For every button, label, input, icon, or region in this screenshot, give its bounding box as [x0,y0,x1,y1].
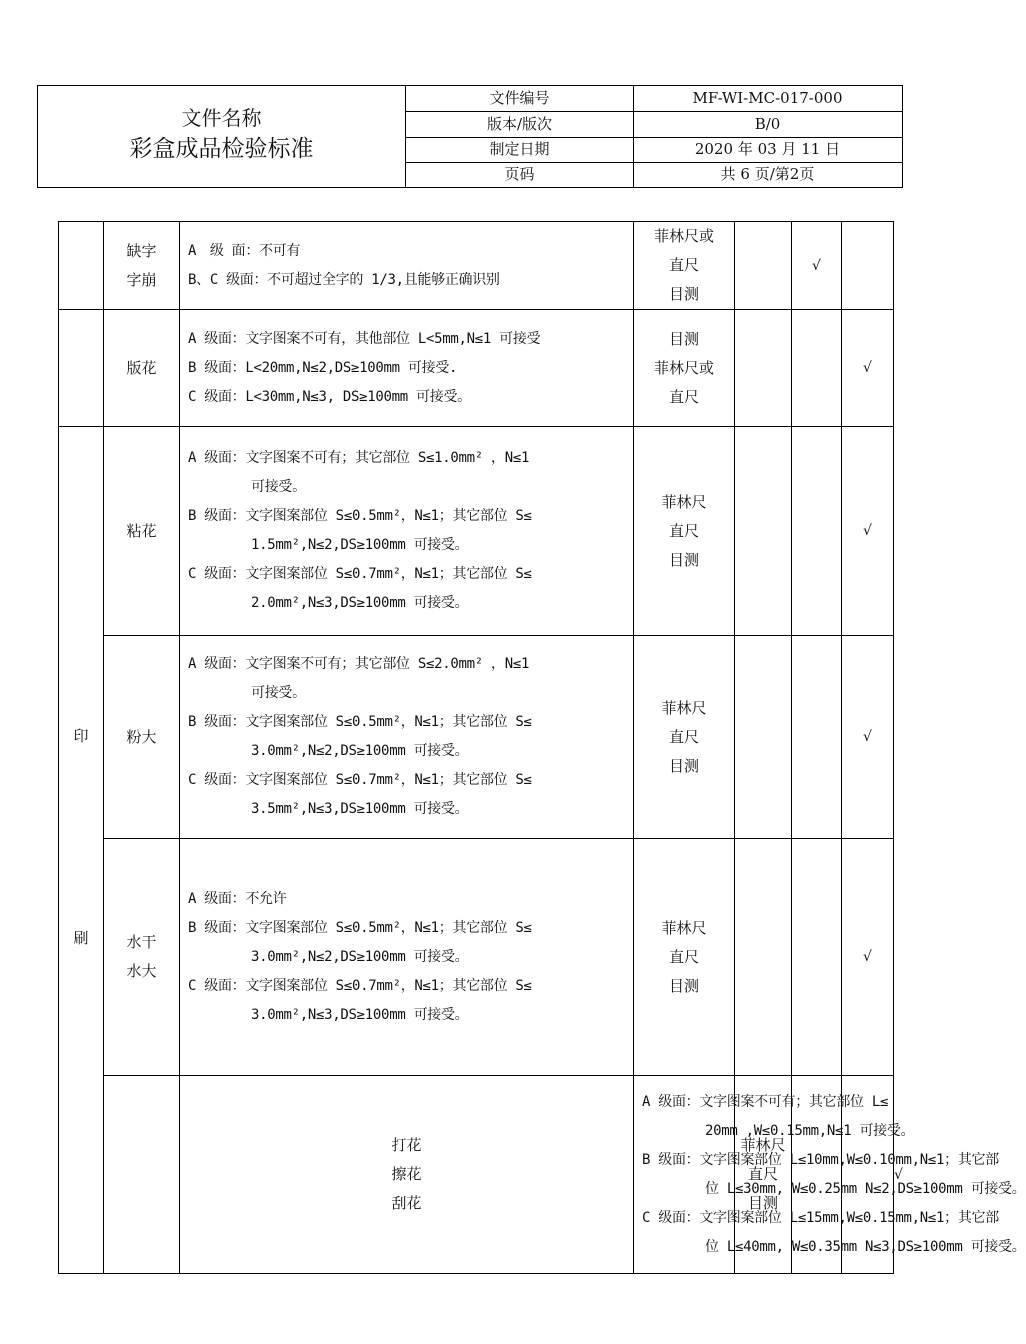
tools-cell [634,636,735,839]
criteria-line: 可接受。 [251,685,306,701]
document-header [37,85,903,188]
criteria-line: A 级 面：不可有 [188,242,301,259]
grade-cell-1 [735,839,792,1076]
tool-line: 直尺 [668,521,699,540]
tool-line: 菲林尺 [661,492,707,511]
category-cell-blank [59,310,104,427]
header-key: 版本/版次 [406,112,634,137]
tools-cell [634,427,735,636]
tool-line: 目测 [668,550,699,569]
defect-item-line: 擦花 [391,1165,422,1183]
grade-cell-1 [735,636,792,839]
defect-item-line: 粘花 [126,521,157,540]
criteria-line: B 级面：文字图案部位 S≤0.5mm²，N≤1；其它部位 S≤ [188,714,532,730]
criteria-line: 20mm ,W≤0.15mm,N≤1 可接受。 [705,1122,915,1139]
category-cell-blank [59,222,104,310]
inspection-table [58,221,1026,1274]
criteria-cell [180,310,634,427]
criteria-line: B 级面：文字图案部位 L≤10mm,W≤0.10mm,N≤1；其它部 [642,1151,999,1168]
table-row [59,839,894,1076]
category-cell-printing [59,427,104,1274]
criteria-line: A 级面：文字图案不可有；其它部位 L≤ [642,1093,889,1110]
criteria-line: 位 L≤40mm, W≤0.35mm N≤3,DS≥100mm 可接受。 [705,1238,1026,1255]
criteria-line: B、C 级面：不可超过全字的 1/3,且能够正确识别 [188,271,500,288]
header-key: 页码 [406,162,634,187]
criteria-line: C 级面：L<30mm,N≤3, DS≥100mm 可接受。 [188,388,471,405]
criteria-line: C 级面：文字图案部位 S≤0.7mm²，N≤1；其它部位 S≤ [188,977,532,994]
tools-cell [634,222,735,310]
grade-cell-1 [735,427,792,636]
check-mark: √ [842,310,894,427]
defect-item [104,636,180,839]
header-key: 制定日期 [406,137,634,162]
defect-item-line: 字崩 [126,270,157,289]
defect-item [104,222,180,310]
table-row [59,427,894,636]
tool-line: 直尺 [668,256,699,274]
tools-cell [634,310,735,427]
criteria-line: A 级面：文字图案不可有，其他部位 L<5mm,N≤1 可接受 [188,330,541,347]
criteria-line: 3.0mm²,N≤2,DS≥100mm 可接受。 [251,948,469,965]
tool-line: 直尺 [747,1165,778,1183]
criteria-line: A 级面：不允许 [188,890,287,907]
defect-item [104,427,180,636]
defect-item [180,1076,634,1274]
check-mark: √ [842,839,894,1076]
grade-cell-2 [792,839,842,1076]
tool-line: 菲林尺 [661,918,707,937]
defect-item-line: 水大 [126,962,157,980]
tool-line: 直尺 [668,387,699,406]
criteria-line: 位 L≤30mm, W≤0.25mm N≤2,DS≥100mm 可接受。 [705,1180,1026,1197]
defect-item [104,310,180,427]
check-mark: √ [842,636,894,839]
table-row [59,636,894,839]
tool-line: 菲林尺或 [653,227,714,245]
header-info-grid [406,86,902,187]
header-row-version [406,112,902,138]
tool-line: 目测 [668,285,699,303]
criteria-line: 3.0mm²,N≤2,DS≥100mm 可接受。 [251,743,469,759]
criteria-line: 3.0mm²,N≤3,DS≥100mm 可接受。 [251,1006,469,1023]
criteria-cell [180,427,634,636]
header-row-file-number [406,86,902,112]
tool-line: 菲林尺 [661,698,707,717]
criteria-line: A 级面：文字图案不可有；其它部位 S≤2.0mm² ，N≤1 [188,656,530,672]
criteria-cell [180,636,634,839]
header-row-page [406,162,902,187]
defect-item-line: 水干 [126,933,157,951]
category-char: 刷 [73,929,89,947]
table-row: 打花 擦花 刮花 A 级面：文字图案不可有；其它部位 L≤ 20mm ,W≤0.15mm,N≤1 可接受。 B 级面：文字图案部位 L≤10mm,W≤0.10mm,N≤1；其它部 位 L≤30mm, W≤0.25mm N≤2,DS≥100mm 可接受。 C 级面：文字图案部位 L≤15mm,W≤0.15mm,N≤1；其它部 位 L≤40mm, W≤0.35mm N≤3,DS≥100mm 可接受。 菲林尺 直尺 目测 √ [59,1076,894,1274]
table-row [59,310,894,427]
grade-cell-3 [842,222,894,310]
criteria-cell [180,222,634,310]
header-value: 2020 年 03 月 11 日 [694,140,841,158]
tool-line: 目测 [747,1194,778,1212]
criteria-line: B 级面：L<20mm,N≤2,DS≥100mm 可接受. [188,359,458,376]
header-key: 文件编号 [406,86,634,111]
header-value: MF-WI-MC-017-000 [692,89,843,107]
header-value: 共 6 页/第2页 [720,165,815,183]
grade-cell-2 [792,427,842,636]
criteria-line: A 级面：文字图案不可有；其它部位 S≤1.0mm² ，N≤1 [188,450,530,466]
defect-item-line: 缺字 [126,241,157,260]
criteria-line: C 级面：文字图案部位 L≤15mm,W≤0.15mm,N≤1；其它部 [642,1209,999,1226]
criteria-line: 1.5mm²,N≤2,DS≥100mm 可接受。 [251,537,469,553]
defect-item [104,839,180,1076]
criteria-line: 可接受。 [251,479,306,495]
grade-cell-1 [735,310,792,427]
grade-cell-2 [792,310,842,427]
criteria-line: 3.5mm²,N≤3,DS≥100mm 可接受。 [251,801,469,817]
tool-line: 直尺 [668,947,699,966]
header-value: B/0 [754,115,781,133]
check-mark: √ [792,222,842,310]
criteria-line: B 级面：文字图案部位 S≤0.5mm²，N≤1；其它部位 S≤ [188,508,532,524]
tool-line: 目测 [668,329,699,348]
category-char: 印 [73,727,89,745]
tool-line: 目测 [668,756,699,775]
check-mark: √ [842,427,894,636]
category-cell-blank [104,1076,180,1274]
defect-item-line: 粉大 [126,727,157,746]
header-row-date [406,137,902,163]
grade-cell-2 [792,636,842,839]
criteria-line: C 级面：文字图案部位 S≤0.7mm²，N≤1；其它部位 S≤ [188,566,532,582]
file-name-label: 文件名称 [181,106,262,130]
header-title-cell [38,86,406,187]
tool-line: 菲林尺 [740,1136,786,1154]
grade-cell-1 [735,222,792,310]
table-row [59,222,894,310]
criteria-line: 2.0mm²,N≤3,DS≥100mm 可接受。 [251,595,469,611]
defect-item-line: 刮花 [391,1194,422,1212]
tool-line: 直尺 [668,727,699,746]
criteria-cell [180,839,634,1076]
tool-line: 目测 [668,976,699,995]
document-title: 彩盒成品检验标准 [129,136,314,162]
criteria-line: C 级面：文字图案部位 S≤0.7mm²，N≤1；其它部位 S≤ [188,772,532,788]
tools-cell [634,839,735,1076]
defect-item-line: 版花 [126,358,157,377]
tool-line: 菲林尺或 [653,358,714,377]
defect-item-line: 打花 [391,1136,422,1154]
criteria-line: B 级面：文字图案部位 S≤0.5mm²，N≤1；其它部位 S≤ [188,919,532,936]
